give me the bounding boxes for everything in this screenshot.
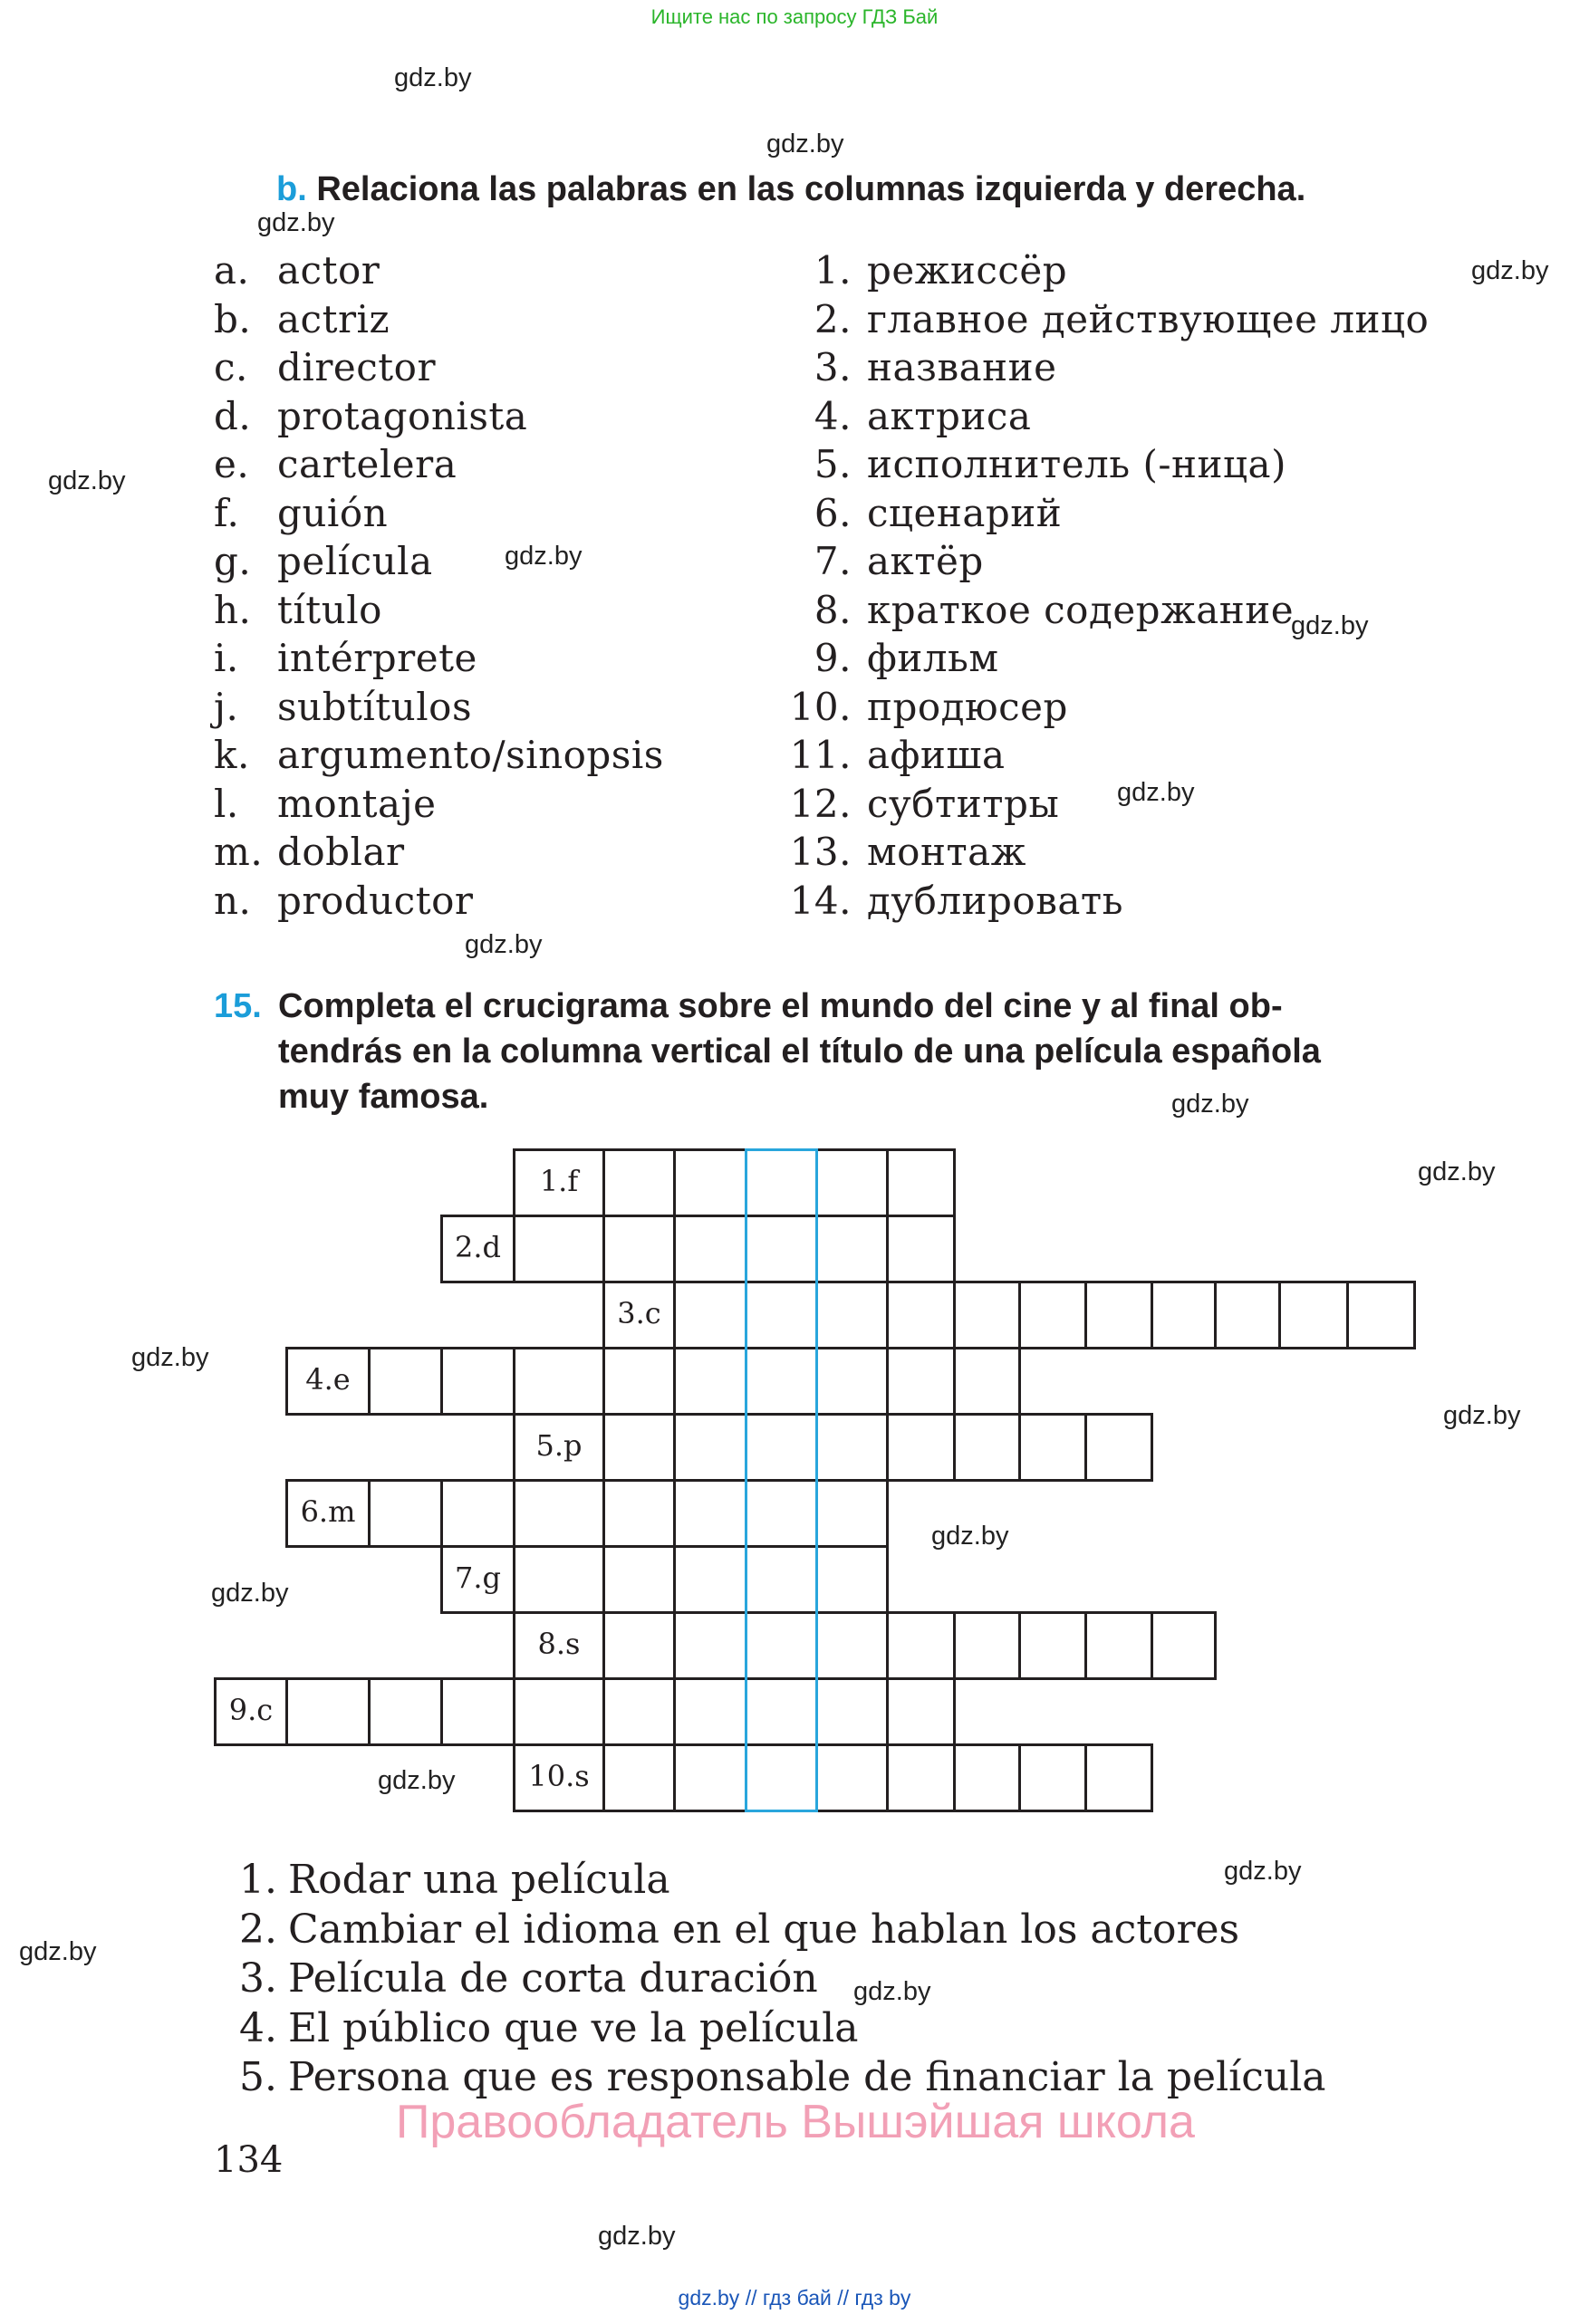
watermark: gdz.by [48, 466, 126, 495]
crossword-cell[interactable] [602, 1413, 676, 1482]
watermark: gdz.by [505, 542, 583, 571]
crossword-cell[interactable] [673, 1148, 747, 1217]
exercise-15-line-1: Completa el crucigrama sobre el mundo del cine y al final ob- [278, 987, 1283, 1025]
crossword-cell[interactable] [815, 1545, 889, 1614]
exercise-15-line-2: tendrás en la columna vertical el título de una película española [278, 1032, 1321, 1071]
crossword-cell[interactable] [1018, 1611, 1087, 1680]
item-letter: c. [214, 345, 248, 389]
crossword-cell[interactable] [368, 1347, 443, 1416]
crossword-cell[interactable] [602, 1347, 676, 1416]
item-word: doblar [277, 830, 405, 874]
item-word: субтитры [867, 781, 1060, 826]
crossword-row-label: 3.c [602, 1281, 676, 1349]
crossword-cell[interactable] [886, 1743, 956, 1812]
item-number: 9. [814, 636, 852, 680]
clue-text: Rodar una película [288, 1857, 670, 1903]
item-word: título [277, 587, 382, 632]
clue-number: 5. [239, 2054, 277, 2100]
item-letter: e. [214, 442, 250, 486]
crossword-cell[interactable] [602, 1611, 676, 1680]
crossword-cell[interactable] [368, 1677, 443, 1746]
item-number: 8. [814, 587, 852, 632]
crossword-cell[interactable] [513, 1347, 605, 1416]
crossword-cell[interactable] [673, 1545, 747, 1614]
watermark: gdz.by [19, 1937, 97, 1966]
item-letter: b. [214, 296, 252, 341]
highlighted-vertical-column [745, 1148, 818, 1812]
clue-text: Cambiar el idioma en el que hablan los actores [288, 1906, 1240, 1953]
crossword-cell[interactable] [673, 1215, 747, 1283]
exercise-15-label: 15. [214, 987, 262, 1025]
watermark: gdz.by [598, 2222, 676, 2251]
crossword-cell[interactable] [673, 1347, 747, 1416]
crossword-cell[interactable] [440, 1677, 515, 1746]
item-letter: h. [214, 587, 252, 632]
crossword-key-cell[interactable] [745, 1677, 818, 1746]
crossword-cell[interactable] [953, 1281, 1021, 1349]
item-word: монтаж [867, 830, 1026, 874]
crossword-key-cell[interactable] [745, 1281, 818, 1349]
crossword-cell[interactable] [953, 1611, 1021, 1680]
watermark: gdz.by [853, 1977, 931, 2006]
clue-text: Persona que es responsable de financiar la película [288, 2054, 1326, 2100]
item-number: 14. [789, 878, 852, 923]
crossword-cell[interactable] [440, 1479, 515, 1548]
item-letter: k. [214, 733, 250, 777]
item-word: краткое содержание [867, 587, 1295, 632]
crossword-cell[interactable] [886, 1677, 956, 1746]
exercise-b-title: Relaciona las palabras en las columnas izquierda y derecha. [316, 170, 1306, 208]
crossword-cell[interactable] [815, 1611, 889, 1680]
rights-notice: Правообладатель Вышэйшая школа [396, 2096, 1195, 2148]
clue-text: Película de corta duración [288, 1955, 818, 2002]
item-word: guión [277, 490, 389, 535]
item-word: película [277, 539, 433, 583]
crossword-cell[interactable] [602, 1677, 676, 1746]
item-word: montaje [277, 781, 437, 826]
watermark: gdz.by [1171, 1090, 1249, 1119]
watermark: gdz.by [257, 208, 335, 237]
crossword-row-label: 2.d [440, 1215, 515, 1283]
crossword-cell[interactable] [1018, 1281, 1087, 1349]
exercise-b-heading [276, 170, 1305, 209]
item-word: intérprete [277, 636, 477, 680]
clue-number: 4. [239, 2004, 277, 2051]
item-number: 2. [814, 296, 852, 341]
item-number: 13. [789, 830, 852, 874]
item-word: актриса [867, 393, 1032, 438]
crossword-cell[interactable] [886, 1281, 956, 1349]
crossword-cell[interactable] [602, 1545, 676, 1614]
crossword-cell[interactable] [1018, 1413, 1087, 1482]
item-letter: l. [214, 781, 239, 826]
top-banner[interactable]: Ищите нас по запросу ГДЗ Бай [650, 5, 939, 28]
item-word: productor [277, 878, 474, 923]
crossword-cell[interactable] [1018, 1743, 1087, 1812]
crossword-cell[interactable] [513, 1677, 605, 1746]
exercise-b-label: b. [276, 170, 307, 208]
item-word: сценарий [867, 490, 1063, 535]
item-word: название [867, 345, 1057, 389]
crossword-cell[interactable] [602, 1148, 676, 1217]
item-word: subtítulos [277, 684, 472, 729]
crossword-cell[interactable] [673, 1479, 747, 1548]
clue-item [232, 1855, 670, 1905]
crossword-cell[interactable] [1084, 1281, 1153, 1349]
clue-item [232, 1954, 818, 2003]
crossword-row-label: 4.e [285, 1347, 371, 1416]
crossword-cell[interactable] [368, 1479, 443, 1548]
crossword-cell[interactable] [1214, 1281, 1281, 1349]
footer-links[interactable]: gdz.by // гдз бай // гдз by [678, 2286, 911, 2310]
crossword-cell[interactable] [815, 1479, 889, 1548]
item-number: 5. [814, 442, 852, 486]
crossword-cell[interactable] [673, 1413, 747, 1482]
crossword-cell[interactable] [1084, 1611, 1153, 1680]
crossword-cell[interactable] [815, 1281, 889, 1349]
item-word: argumento/sinopsis [277, 733, 664, 777]
clue-number: 3. [239, 1955, 277, 2002]
item-letter: a. [214, 248, 250, 293]
item-number: 4. [814, 393, 852, 438]
crossword-row-label: 5.p [513, 1413, 605, 1482]
item-letter: n. [214, 878, 252, 923]
watermark: gdz.by [465, 930, 543, 959]
crossword-cell[interactable] [815, 1148, 889, 1217]
crossword-cell[interactable] [673, 1281, 747, 1349]
watermark: gdz.by [1443, 1401, 1521, 1430]
clue-item [232, 2003, 858, 2053]
item-number: 10. [789, 684, 852, 729]
crossword-cell[interactable] [673, 1743, 747, 1812]
crossword-cell[interactable] [602, 1215, 676, 1283]
crossword-cell[interactable] [1151, 1611, 1217, 1680]
clue-number: 2. [239, 1906, 277, 1953]
item-number: 12. [789, 781, 852, 826]
crossword-row-label: 10.s [513, 1743, 605, 1812]
crossword-cell[interactable] [513, 1545, 605, 1614]
crossword-cell[interactable] [1084, 1743, 1153, 1812]
item-number: 7. [814, 539, 852, 583]
item-word: афиша [867, 733, 1006, 777]
crossword-row-label: 1.f [513, 1148, 605, 1217]
item-word: дублировать [867, 878, 1123, 923]
watermark: gdz.by [394, 63, 472, 92]
crossword-cell[interactable] [285, 1677, 371, 1746]
crossword-cell[interactable] [815, 1215, 889, 1283]
item-letter: d. [214, 393, 252, 438]
crossword-cell[interactable] [513, 1479, 605, 1548]
crossword-key-cell[interactable] [745, 1215, 818, 1283]
item-word: director [277, 345, 437, 389]
crossword-cell[interactable] [886, 1413, 956, 1482]
item-word: actor [277, 248, 380, 293]
crossword-cell[interactable] [1278, 1281, 1349, 1349]
item-word: актёр [867, 539, 984, 583]
crossword-cell[interactable] [602, 1479, 676, 1548]
clue-text: El público que ve la película [288, 2004, 859, 2051]
clue-item [232, 1905, 1239, 1954]
crossword-cell[interactable] [815, 1347, 889, 1416]
crossword-key-cell[interactable] [745, 1413, 818, 1482]
item-word: исполнитель (-ница) [867, 442, 1286, 486]
crossword-key-cell[interactable] [745, 1148, 818, 1217]
crossword-cell[interactable] [953, 1347, 1021, 1416]
crossword-cell[interactable] [815, 1413, 889, 1482]
item-number: 6. [814, 490, 852, 535]
watermark: gdz.by [131, 1343, 209, 1372]
item-letter: j. [214, 684, 239, 729]
item-word: protagonista [277, 393, 528, 438]
item-letter: g. [214, 539, 252, 583]
crossword-key-cell[interactable] [745, 1743, 818, 1812]
watermark: gdz.by [1224, 1857, 1302, 1886]
crossword-key-cell[interactable] [745, 1611, 818, 1680]
crossword-row-label: 7.g [440, 1545, 515, 1614]
item-word: режиссёр [867, 248, 1068, 293]
clue-number: 1. [239, 1857, 277, 1903]
crossword-cell[interactable] [953, 1743, 1021, 1812]
item-letter: f. [214, 490, 240, 535]
item-number: 3. [814, 345, 852, 389]
item-letter: m. [214, 830, 264, 874]
crossword-cell[interactable] [1084, 1413, 1153, 1482]
crossword-cell[interactable] [1346, 1281, 1416, 1349]
crossword-row-label: 8.s [513, 1611, 605, 1680]
watermark: gdz.by [211, 1579, 289, 1608]
crossword-key-cell[interactable] [745, 1479, 818, 1548]
crossword-cell[interactable] [673, 1611, 747, 1680]
item-word: продюсер [867, 684, 1068, 729]
item-word: фильм [867, 636, 999, 680]
crossword-key-cell[interactable] [745, 1347, 818, 1416]
crossword-cell[interactable] [815, 1677, 889, 1746]
crossword-cell[interactable] [815, 1743, 889, 1812]
crossword-cell[interactable] [886, 1215, 956, 1283]
item-word: cartelera [277, 442, 457, 486]
item-letter: i. [214, 636, 239, 680]
watermark: gdz.by [1471, 256, 1549, 285]
page-number: 134 [214, 2139, 284, 2181]
crossword-cell[interactable] [953, 1413, 1021, 1482]
crossword-cell[interactable] [513, 1215, 605, 1283]
crossword-row-label: 9.c [214, 1677, 288, 1746]
crossword-key-cell[interactable] [745, 1545, 818, 1614]
crossword-cell[interactable] [673, 1677, 747, 1746]
crossword-cell[interactable] [886, 1611, 956, 1680]
watermark: gdz.by [1418, 1157, 1496, 1186]
watermark: gdz.by [1117, 778, 1195, 807]
watermark: gdz.by [931, 1522, 1009, 1551]
watermark: gdz.by [378, 1766, 456, 1795]
item-word: actriz [277, 296, 390, 341]
crossword-cell[interactable] [886, 1148, 956, 1217]
item-number: 1. [814, 248, 852, 293]
item-word: главное действующее лицо [867, 296, 1430, 341]
crossword-cell[interactable] [1151, 1281, 1217, 1349]
crossword-cell[interactable] [440, 1347, 515, 1416]
watermark: gdz.by [1291, 611, 1369, 640]
item-number: 11. [789, 733, 852, 777]
exercise-15-line-3: muy famosa. [278, 1078, 489, 1116]
watermark: gdz.by [766, 130, 844, 158]
crossword-cell[interactable] [602, 1743, 676, 1812]
crossword-cell[interactable] [886, 1347, 956, 1416]
crossword-row-label: 6.m [285, 1479, 371, 1548]
